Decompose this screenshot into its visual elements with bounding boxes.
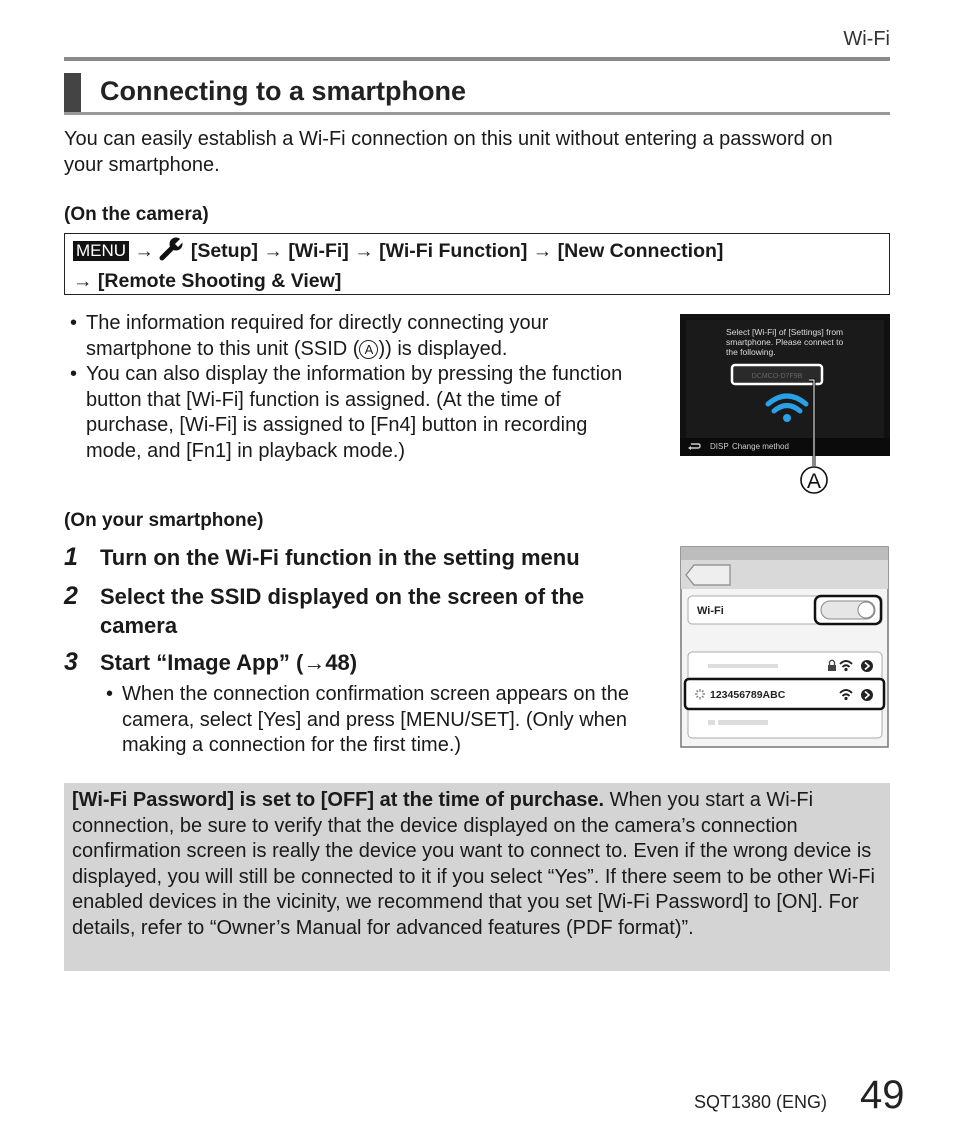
step-3-number: 3	[64, 648, 78, 676]
step-2	[64, 582, 635, 640]
menu-path-box	[64, 233, 890, 295]
page-title: Connecting to a smartphone	[100, 76, 467, 106]
camera-screen-line-2: smartphone. Please connect to	[726, 337, 844, 347]
back-button	[686, 565, 730, 585]
password-note	[64, 783, 890, 971]
disp-label: DISP	[710, 442, 729, 451]
network-row-1-placeholder	[708, 664, 778, 668]
chevron-right-icon	[861, 689, 873, 701]
camera-screen-line-1: Select [Wi-Fi] of [Settings] from	[726, 327, 844, 337]
phone-status-bar	[681, 547, 888, 560]
change-method-label: Change method	[732, 442, 789, 451]
smartphone-heading: (On your smartphone)	[64, 510, 264, 531]
step-1-number: 1	[64, 543, 78, 571]
menu-arrow: →	[134, 240, 154, 262]
camera-screen-illustration	[680, 314, 892, 498]
chevron-right-icon	[861, 660, 873, 672]
step-1-text: Turn on the Wi-Fi function in the setting menu	[100, 545, 580, 570]
footer-code: SQT1380 (ENG)	[694, 1092, 828, 1112]
wifi-toggle-knob	[858, 602, 874, 618]
camera-bullets	[64, 311, 644, 464]
callout-a-icon: A	[359, 340, 378, 359]
smartphone-screen-illustration	[680, 546, 890, 750]
section-label: Wi-Fi	[843, 28, 890, 50]
menu-path-line-1	[73, 237, 881, 268]
camera-heading: (On the camera)	[64, 204, 209, 225]
menu-path-text-1: [Setup] → [Wi-Fi] → [Wi-Fi Function] → [New Connection]	[190, 240, 724, 262]
phone-ssid-text: 123456789ABC	[710, 689, 786, 701]
note-text: When you start a Wi-Fi connection, be sure to verify that the device displayed on the camera’s connection confirmation screen is really the device you want to connect to. Even if the wrong device is displayed, you will still be connected to it if you select “Yes”. If there seem to be other Wi-Fi enabled devices in the vicinity, we recommend that you set [Wi-Fi Password] to [ON]. For details, refer to “Owner’s Manual for advanced features (PDF format)”.	[72, 789, 875, 939]
step-2-text: Select the SSID displayed on the screen of the camera	[100, 584, 585, 638]
top-rule	[64, 57, 890, 61]
intro-text: You can easily establish a Wi-Fi connection on this unit without entering a password on your smartphone.	[64, 128, 833, 176]
camera-screen-line-3: the following.	[726, 347, 776, 357]
network-row-3-placeholder	[708, 720, 715, 725]
callout-a-label: A	[806, 470, 822, 493]
page-number: 49	[860, 1073, 905, 1117]
camera-ssid-text: DCMCO-D7F9B	[751, 373, 803, 380]
step-3	[64, 648, 665, 677]
step-3-bullet: • When the connection confirmation screen appears on the camera, select [Yes] and press [MENU/SET]. (Only when making a connection for the first time.)	[100, 682, 660, 759]
wifi-setting-label: Wi-Fi	[697, 605, 724, 617]
camera-bullet-1: • The information required for directly connecting your smartphone to this unit (SSID ( A )) is displayed.	[64, 311, 644, 362]
note-bold: [Wi-Fi Password] is set to [OFF] at the time of purchase.	[72, 789, 605, 811]
menu-path-line-2: → [Remote Shooting & View]	[73, 270, 342, 292]
step-1	[64, 543, 665, 572]
camera-bullet-2: • You can also display the information by pressing the function button that [Wi-Fi] function is assigned. (At the time of purchase, [Wi-Fi] is assigned to [Fn4] button in recording mode, and [Fn1] in playback mode.)	[64, 362, 644, 464]
title-marker	[64, 73, 81, 115]
title-rule	[64, 112, 890, 115]
menu-button-icon: MENU	[73, 241, 129, 261]
step-2-number: 2	[64, 582, 78, 610]
step-3-bullets	[100, 682, 660, 759]
wrench-icon	[159, 237, 185, 268]
step-3-text: Start “Image App” (→48)	[100, 650, 358, 675]
